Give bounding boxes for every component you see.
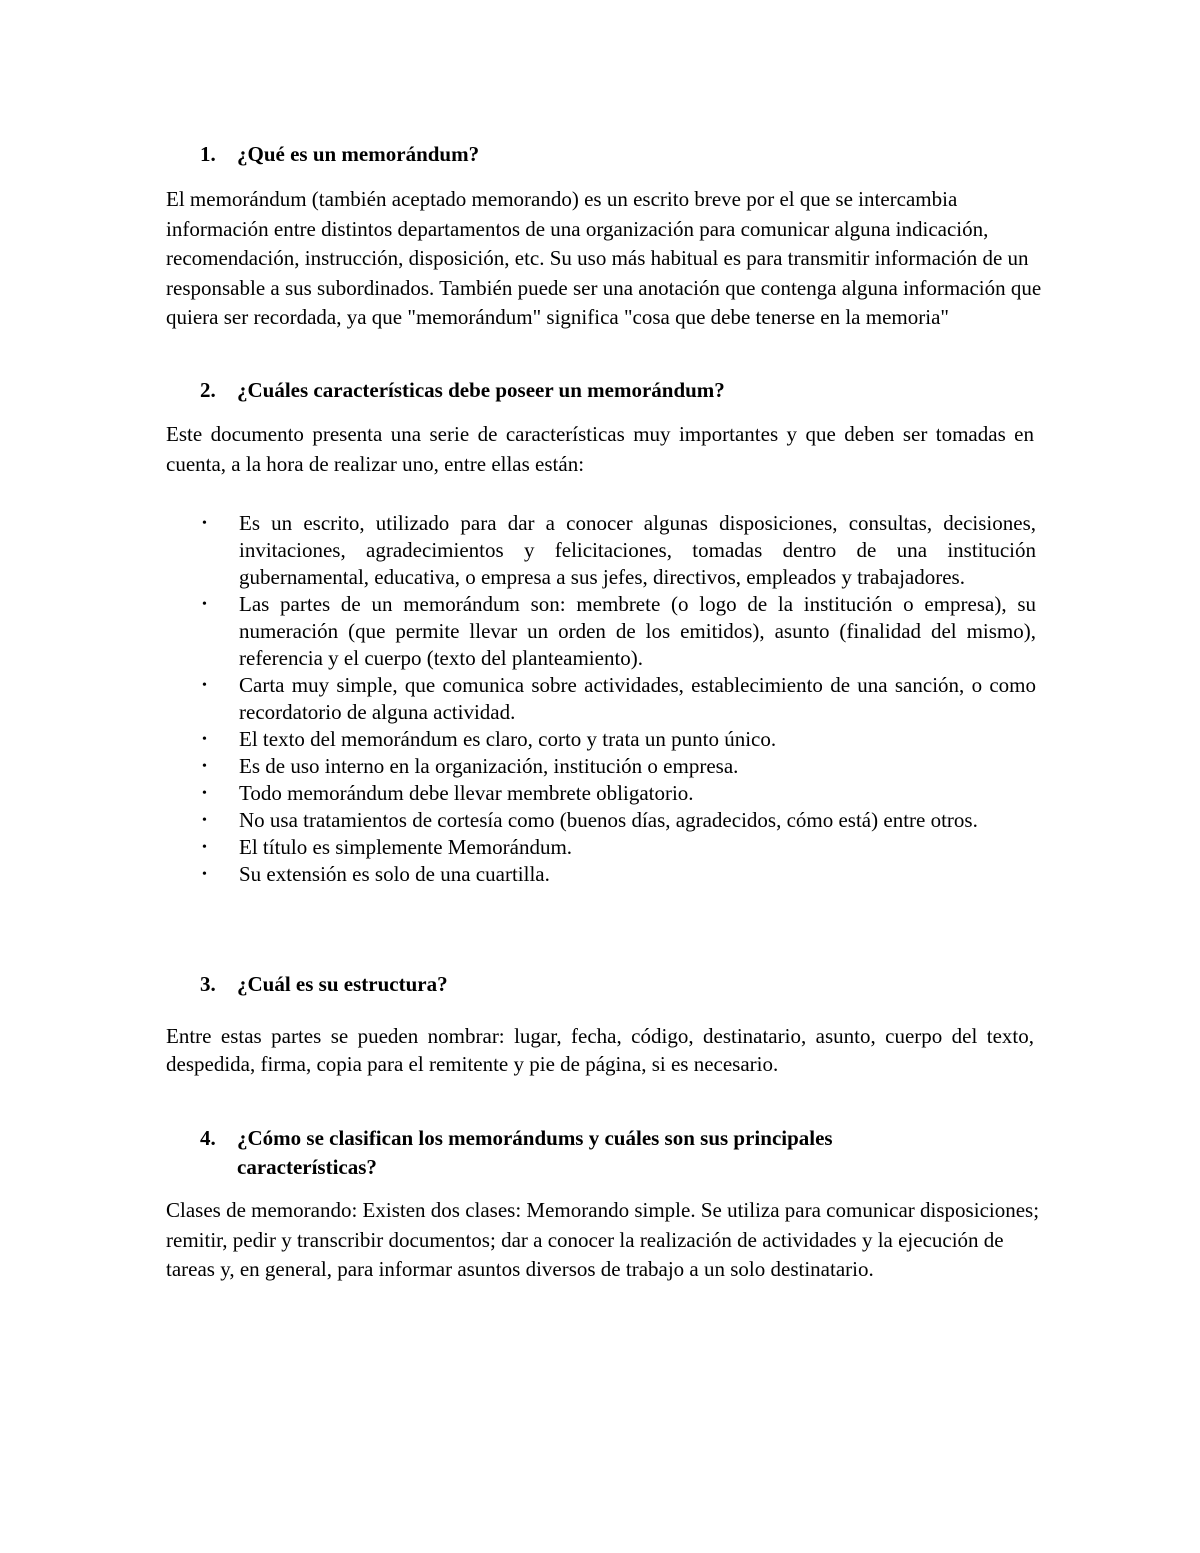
list-item-text: No usa tratamientos de cortesía como (buenos días, agradecidos, cómo está) entre otros. — [239, 808, 978, 832]
list-item — [200, 591, 1036, 672]
section-2-number: 2. — [200, 378, 216, 402]
section-4-number: 4. — [200, 1126, 216, 1150]
list-item-text: Su extensión es solo de una cuartilla. — [239, 862, 550, 886]
section-1-heading — [200, 140, 960, 169]
bullet-icon: • — [202, 678, 207, 693]
section-2-title: ¿Cuáles características debe poseer un memorándum? — [237, 378, 725, 402]
section-3-number: 3. — [200, 972, 216, 996]
list-item-text: El texto del memorándum es claro, corto y trata un punto único. — [239, 727, 777, 751]
section-4-heading — [200, 1124, 920, 1182]
bullet-icon: • — [202, 516, 207, 531]
bullet-icon: • — [202, 813, 207, 828]
list-item-text: Carta muy simple, que comunica sobre actividades, establecimiento de una sanción, o como recordatorio de alguna actividad. — [239, 673, 1036, 724]
list-item — [200, 834, 1036, 861]
list-item-text: Es un escrito, utilizado para dar a conocer algunas disposiciones, consultas, decisiones, invitaciones, agradecimientos y felicitaciones, tomadas dentro de una institución gubernamental, educativa, o empresa a sus jefes, directivos, empleados y trabajadores. — [239, 511, 1036, 589]
characteristics-list — [200, 510, 1036, 888]
section-4-title: ¿Cómo se clasifican los memorándums y cuáles son sus principales características? — [237, 1126, 833, 1179]
bullet-icon: • — [202, 759, 207, 774]
section-1-title: ¿Qué es un memorándum? — [237, 142, 480, 166]
section-2-heading — [200, 376, 960, 405]
list-item-text: Es de uso interno en la organización, institución o empresa. — [239, 754, 739, 778]
list-item-text: Las partes de un memorándum son: membrete (o logo de la institución o empresa), su numeración (que permite llevar un orden de los emitidos), asunto (finalidad del mismo), referencia y el cuerpo (texto del planteamiento). — [239, 592, 1036, 670]
section-4-paragraph: Clases de memorando: Existen dos clases: Memorando simple. Se utiliza para comunicar disposiciones; remitir, pedir y transcribir documentos; dar a conocer la realización de actividades y la ejecución de tareas y, en general, para informar asuntos diversos de trabajo a un solo destinatario. — [166, 1198, 1040, 1281]
bullet-icon: • — [202, 840, 207, 855]
list-item — [200, 510, 1036, 591]
section-3-paragraph: Entre estas partes se pueden nombrar: lugar, fecha, código, destinatario, asunto, cuerpo del texto, despedida, firma, copia para el remitente y pie de página, si es necesario. — [166, 1024, 1034, 1076]
list-item — [200, 726, 1036, 753]
list-item-text: Todo memorándum debe llevar membrete obligatorio. — [239, 781, 694, 805]
list-item — [200, 861, 1036, 888]
list-item — [200, 807, 1036, 834]
bullet-icon: • — [202, 597, 207, 612]
section-3-title: ¿Cuál es su estructura? — [237, 972, 448, 996]
list-item-text: El título es simplemente Memorándum. — [239, 835, 573, 859]
bullet-icon: • — [202, 786, 207, 801]
section-2-paragraph: Este documento presenta una serie de características muy importantes y que deben ser tomadas en cuenta, a la hora de realizar uno, entre ellas están: — [166, 422, 1034, 476]
bullet-icon: • — [202, 732, 207, 747]
section-1-number: 1. — [200, 142, 216, 166]
list-item — [200, 780, 1036, 807]
bullet-icon: • — [202, 867, 207, 882]
section-3-heading — [200, 970, 960, 999]
list-item — [200, 672, 1036, 726]
list-item — [200, 753, 1036, 780]
section-1-paragraph: El memorándum (también aceptado memorando) es un escrito breve por el que se intercambia información entre distintos departamentos de una organización para comunicar alguna indicación, recomendación, instrucción, disposición, etc. Su uso más habitual es para transmitir información de un responsable a sus subordinados. También puede ser una anotación que contenga alguna información que quiera ser recordada, ya que "memorándum" significa "cosa que debe tenerse en la memoria" — [166, 187, 1042, 329]
